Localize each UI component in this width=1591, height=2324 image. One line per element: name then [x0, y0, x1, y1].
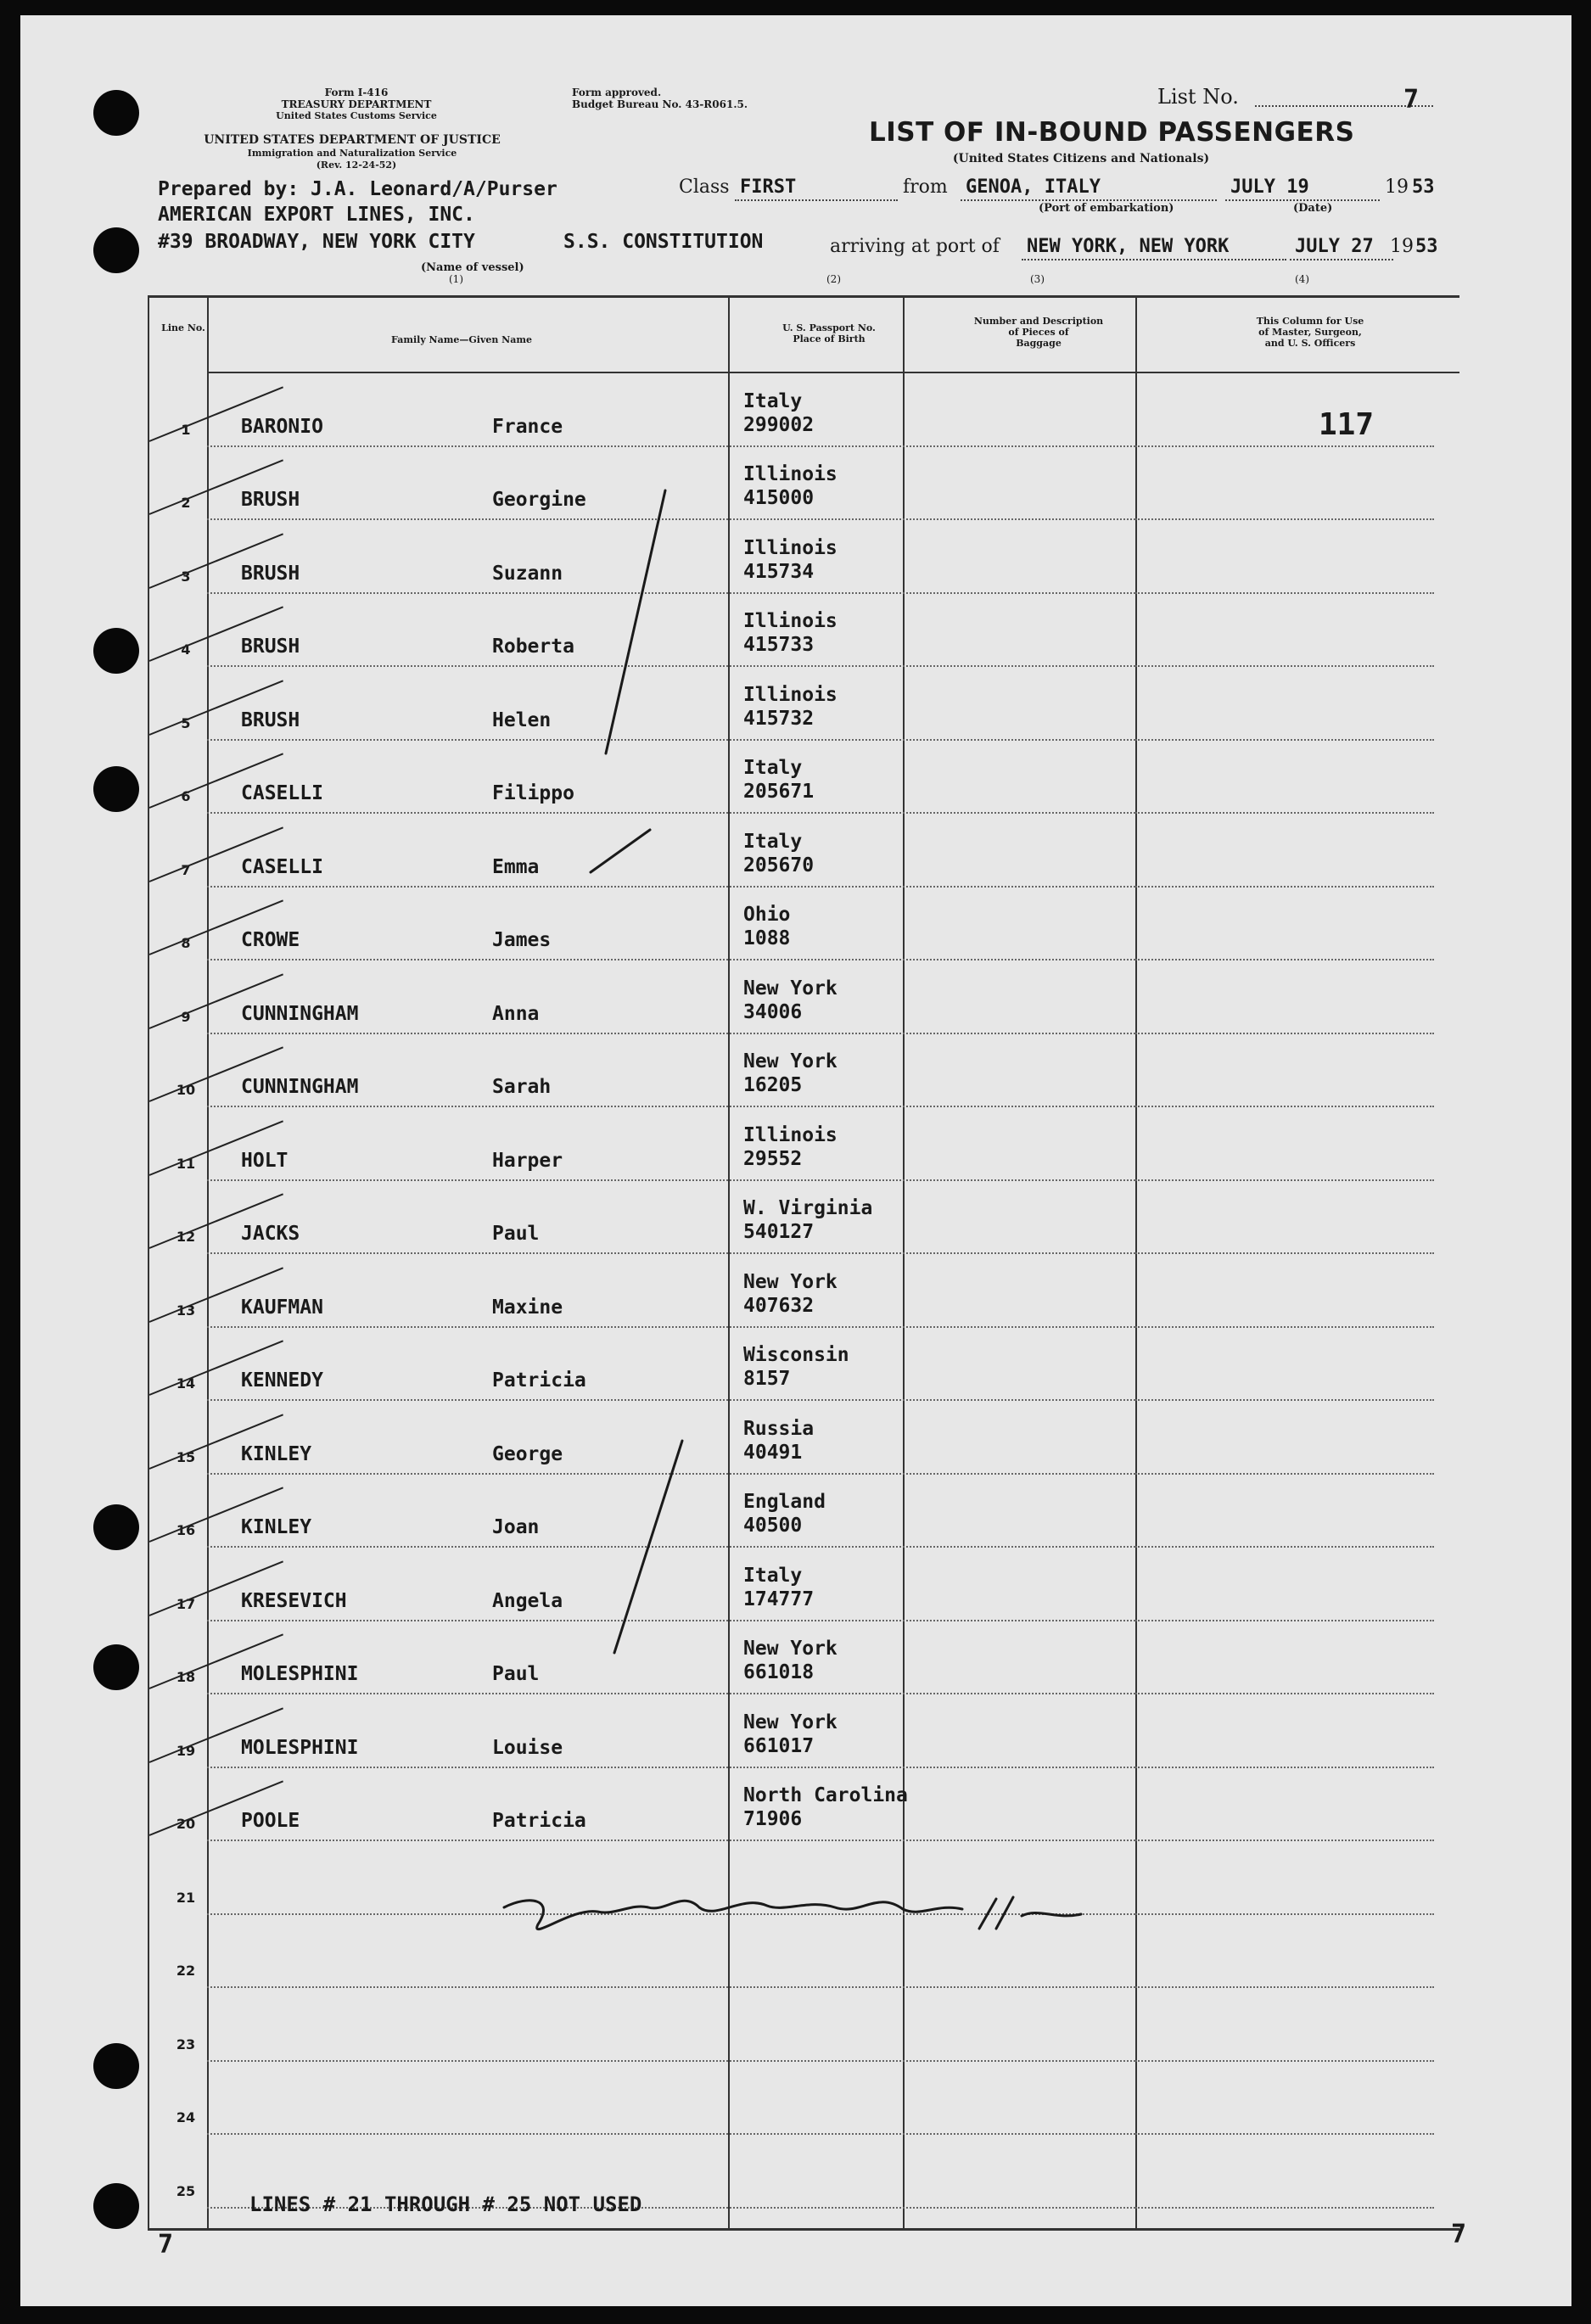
col-caption-1: (1) — [449, 273, 463, 285]
place-of-birth: Illinois — [743, 610, 838, 632]
row-number: 19 — [176, 1742, 196, 1759]
col-header-baggage-2: of Pieces of — [1008, 327, 1069, 338]
row-number: 16 — [176, 1522, 196, 1538]
col-header-officers-2: of Master, Surgeon, — [1258, 327, 1362, 338]
given-name: Louise — [492, 1736, 563, 1759]
form-approved: Form approved. — [572, 87, 662, 98]
row-number: 17 — [176, 1595, 196, 1612]
place-of-birth: Italy — [743, 830, 803, 853]
from-label: from — [903, 176, 948, 198]
passport-number: 415733 — [743, 634, 815, 656]
given-name: Joan — [492, 1516, 540, 1538]
family-name: KINLEY — [241, 1516, 312, 1538]
passport-number: 661018 — [743, 1661, 815, 1683]
row-number: 25 — [176, 2182, 196, 2199]
family-name: CUNNINGHAM — [241, 1002, 359, 1025]
given-name: Anna — [492, 1002, 540, 1025]
family-name: CASELLI — [241, 782, 323, 804]
line-two: AMERICAN EXPORT LINES, INC. — [158, 204, 475, 226]
passport-number: 16205 — [743, 1074, 803, 1096]
signature-stroke — [504, 1901, 962, 1929]
given-name: George — [492, 1442, 563, 1465]
place-of-birth: Italy — [743, 389, 803, 412]
given-name: Helen — [492, 708, 552, 731]
col-caption-4: (4) — [1295, 273, 1309, 285]
given-name: Suzann — [492, 562, 563, 585]
col-header-passport-1: U. S. Passport No. — [782, 322, 876, 333]
given-name: Maxine — [492, 1296, 563, 1319]
given-name: Patricia — [492, 1810, 586, 1832]
passport-number: 415000 — [743, 487, 815, 509]
row-number: 11 — [176, 1155, 196, 1172]
place-of-birth: New York — [743, 1711, 838, 1733]
col-header-line: Line No. — [161, 322, 205, 333]
handwritten-marks — [20, 15, 1571, 2306]
row-number: 13 — [176, 1302, 196, 1319]
given-name: Angela — [492, 1589, 563, 1612]
class-value: FIRST — [735, 176, 898, 201]
family-name: BRUSH — [241, 489, 300, 511]
given-name: Filippo — [492, 782, 574, 804]
given-name: Patricia — [492, 1369, 586, 1392]
passport-number: 29552 — [743, 1147, 803, 1170]
place-of-birth: W. Virginia — [743, 1197, 873, 1219]
family-name: KENNEDY — [241, 1369, 323, 1392]
document-subtitle: (United States Citizens and Nationals) — [952, 152, 1210, 165]
row-number: 24 — [176, 2109, 196, 2125]
row-number: 5 — [181, 714, 191, 731]
list-no-label: List No. — [1157, 85, 1239, 109]
passport-number: 174777 — [743, 1588, 815, 1610]
place-of-birth: Illinois — [743, 463, 838, 485]
place-of-birth: Illinois — [743, 536, 838, 559]
list-no-value: 7 — [1403, 85, 1420, 115]
family-name: BRUSH — [241, 562, 300, 585]
year-from: 53 — [1412, 176, 1435, 198]
passport-number: 205670 — [743, 854, 815, 876]
col-header-passport-2: Place of Birth — [793, 333, 866, 344]
given-name: Paul — [492, 1663, 540, 1685]
document-sheet — [20, 15, 1571, 2306]
place-of-birth: New York — [743, 1270, 838, 1293]
given-name: James — [492, 929, 552, 951]
row-number: 23 — [176, 2036, 196, 2052]
passport-number: 407632 — [743, 1294, 815, 1317]
passport-number: 415734 — [743, 560, 815, 583]
justice-department: UNITED STATES DEPARTMENT OF JUSTICE — [204, 133, 501, 147]
col-caption-2: (2) — [826, 273, 841, 285]
place-of-birth: North Carolina — [743, 1784, 908, 1806]
given-name: Sarah — [492, 1076, 552, 1098]
passport-number: 415732 — [743, 707, 815, 730]
revision-date: (Rev. 12-24-52) — [316, 160, 397, 171]
immigration-service: Immigration and Naturalization Service — [247, 148, 457, 159]
passport-number: 40500 — [743, 1515, 803, 1537]
arriving-value: NEW YORK, NEW YORK — [1022, 236, 1286, 260]
given-name: Emma — [492, 855, 540, 878]
port-embarkation-caption: (Port of embarkation) — [1039, 202, 1174, 215]
family-name: CASELLI — [241, 855, 323, 878]
given-name: France — [492, 415, 563, 438]
passport-number: 540127 — [743, 1221, 815, 1243]
passport-number: 299002 — [743, 413, 815, 436]
place-of-birth: New York — [743, 1638, 838, 1660]
row-number: 1 — [181, 421, 191, 438]
place-of-birth: New York — [743, 977, 838, 1000]
officer-mark: 117 — [1319, 407, 1375, 442]
family-name: KAUFMAN — [241, 1296, 323, 1319]
given-name: Harper — [492, 1149, 563, 1172]
row-number: 6 — [181, 788, 191, 804]
date-from: JULY 19 — [1225, 176, 1380, 201]
row-number: 18 — [176, 1669, 196, 1685]
family-name: CUNNINGHAM — [241, 1076, 359, 1098]
passport-number: 205671 — [743, 781, 815, 803]
class-label: Class — [679, 176, 730, 198]
given-name: Georgine — [492, 489, 586, 511]
family-name: BRUSH — [241, 636, 300, 658]
place-of-birth: Italy — [743, 1564, 803, 1587]
row-number: 21 — [176, 1889, 196, 1906]
passport-number: 71906 — [743, 1808, 803, 1830]
document-title: LIST OF IN-BOUND PASSENGERS — [869, 117, 1355, 148]
passport-number: 34006 — [743, 1000, 803, 1023]
checkmark-stroke — [614, 1441, 682, 1653]
row-number: 12 — [176, 1229, 196, 1245]
place-of-birth: Ohio — [743, 904, 791, 926]
corner-mark-left: 7 — [158, 2230, 174, 2260]
date-caption: (Date) — [1293, 202, 1333, 215]
family-name: BRUSH — [241, 708, 300, 731]
passport-number: 661017 — [743, 1734, 815, 1757]
row-number: 7 — [181, 861, 191, 878]
given-name: Roberta — [492, 636, 574, 658]
passport-number: 8157 — [743, 1368, 791, 1390]
footer-note: LINES # 21 THROUGH # 25 NOT USED — [249, 2192, 642, 2216]
passport-number: 1088 — [743, 927, 791, 949]
family-name: BARONIO — [241, 415, 323, 438]
customs-service: United States Customs Service — [276, 110, 437, 121]
col-header-baggage-1: Number and Description — [973, 316, 1104, 327]
row-number: 8 — [181, 935, 191, 951]
year-prefix-from: 19 — [1385, 176, 1409, 198]
place-of-birth: Illinois — [743, 683, 838, 706]
row-number: 20 — [176, 1816, 196, 1832]
place-of-birth: England — [743, 1491, 826, 1513]
col-header-officers-3: and U. S. Officers — [1264, 338, 1356, 349]
line-three: #39 BROADWAY, NEW YORK CITY — [158, 231, 475, 253]
family-name: JACKS — [241, 1223, 300, 1245]
family-name: KRESEVICH — [241, 1589, 347, 1612]
corner-mark-right: 7 — [1451, 2220, 1467, 2249]
date-arrive: JULY 27 — [1290, 236, 1393, 260]
passport-number: 40491 — [743, 1441, 803, 1464]
place-of-birth: Russia — [743, 1417, 815, 1440]
family-name: KINLEY — [241, 1442, 312, 1465]
vessel-name: S.S. CONSTITUTION — [563, 231, 764, 253]
row-number: 22 — [176, 1963, 196, 1979]
prepared-by: Prepared by: J.A. Leonard/A/Purser — [158, 178, 557, 200]
row-number: 15 — [176, 1448, 196, 1465]
family-name: MOLESPHINI — [241, 1736, 359, 1759]
form-number: Form I-416 — [324, 87, 389, 98]
checkmark-stroke — [591, 830, 650, 872]
signature-stroke — [979, 1897, 1081, 1929]
col-header-officers-1: This Column for Use — [1256, 316, 1364, 327]
treasury-department: TREASURY DEPARTMENT — [281, 98, 432, 110]
from-value: GENOA, ITALY — [961, 176, 1217, 201]
row-number: 9 — [181, 1008, 191, 1025]
checkmark-stroke — [606, 490, 665, 753]
year-arrive: 53 — [1415, 236, 1438, 257]
family-name: CROWE — [241, 929, 300, 951]
vessel-caption: (Name of vessel) — [421, 261, 524, 274]
arriving-label: arriving at port of — [830, 236, 1000, 257]
place-of-birth: New York — [743, 1050, 838, 1072]
place-of-birth: Wisconsin — [743, 1344, 849, 1366]
year-prefix-arrive: 19 — [1390, 236, 1414, 257]
family-name: MOLESPHINI — [241, 1663, 359, 1685]
col-caption-3: (3) — [1030, 273, 1045, 285]
row-number: 4 — [181, 641, 191, 658]
row-number: 10 — [176, 1082, 196, 1098]
place-of-birth: Italy — [743, 757, 803, 779]
row-number: 2 — [181, 495, 191, 511]
row-number: 3 — [181, 568, 191, 585]
budget-bureau: Budget Bureau No. 43-R061.5. — [572, 98, 748, 110]
col-header-name: Family Name—Given Name — [391, 334, 532, 345]
place-of-birth: Illinois — [743, 1123, 838, 1146]
col-header-baggage-3: Baggage — [1016, 338, 1062, 349]
given-name: Paul — [492, 1223, 540, 1245]
family-name: HOLT — [241, 1149, 289, 1172]
family-name: POOLE — [241, 1810, 300, 1832]
row-number: 14 — [176, 1375, 196, 1392]
